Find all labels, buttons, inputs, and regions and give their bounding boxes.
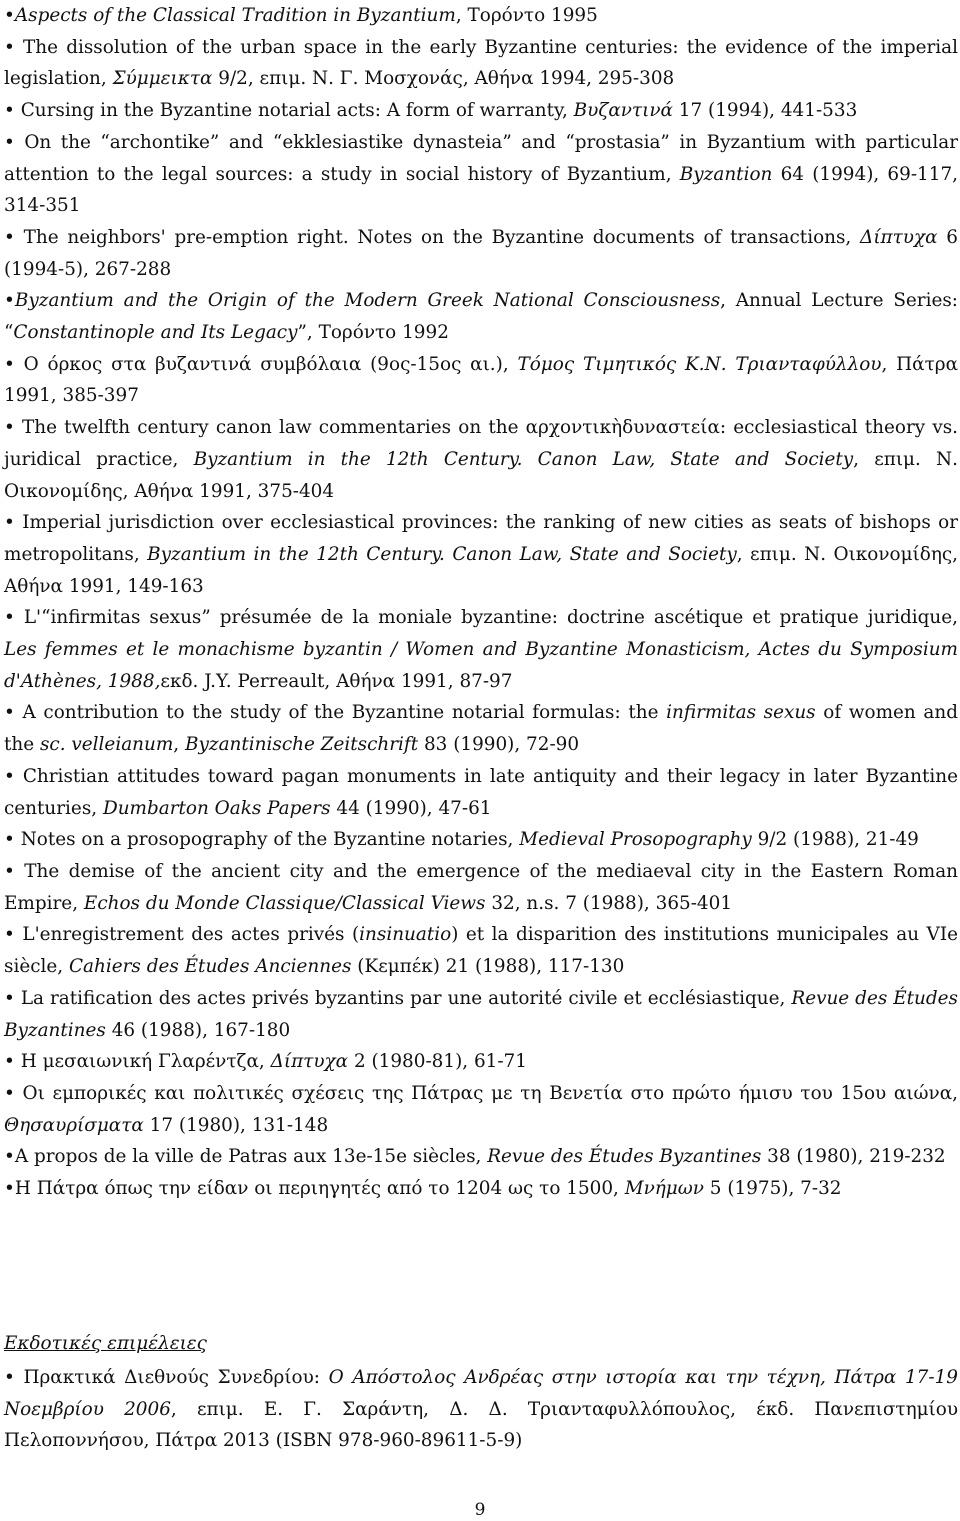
list-item — [4, 1078, 958, 1141]
entry-text: , Τορόντο 1995 — [455, 5, 598, 26]
entry-text: • Οι εμπορικές και πολιτικές σχέσεις της Πάτρας με τη Βενετία στο πρώτο ήμισυ του 15ου αιώνα, — [4, 1082, 958, 1104]
italic-title: insinuatio — [359, 924, 452, 946]
list-item — [4, 602, 958, 697]
entry-text: 2 (1980-81), 61-71 — [348, 1051, 527, 1073]
list-item — [4, 824, 958, 856]
entry-text: 5 (1975), 7-32 — [703, 1178, 842, 1200]
entry-text: • L'enregistrement des actes privés ( — [4, 924, 360, 946]
entry-text: 32, n.s. 7 (1988), 365-401 — [485, 892, 733, 914]
entry-text: 64 (1994), 69-117, 314-351 — [4, 163, 958, 217]
italic-title: Medieval Prosopography — [519, 829, 752, 851]
entry-text: • — [4, 5, 15, 26]
italic-title: Μνήμων — [624, 1178, 704, 1200]
entry-text: • Πρακτικά Διεθνούς Συνεδρίου: — [4, 1367, 329, 1388]
entry-text: , επιμ. Ε. Γ. Σαράντη, Δ. Δ. Τριανταφυλλόπουλος, έκδ. Πανεπιστημίου Πελοποννήσου, Πάτρα 2013 (ISBN 978-960-89611-5-9) — [4, 1398, 959, 1452]
italic-title: Θησαυρίσματα — [4, 1114, 144, 1136]
italic-title: Σύμμεικτα — [112, 68, 213, 90]
entry-text: 38 (1980), 219-232 — [761, 1146, 946, 1168]
italic-title: Byzantium in the 12th Century. Canon Law, State and Society — [193, 448, 854, 470]
italic-title: Δίπτυχα — [860, 226, 938, 248]
italic-title: Revue des Études Byzantines — [487, 1146, 762, 1168]
entry-text: • The demise of the ancient city and the emergence of the mediaeval city in the Eastern Roman Empire, — [4, 860, 958, 914]
entry-text: • — [4, 290, 15, 312]
italic-title: Ο Απόστολος Ανδρέας στην ιστορία και την τέχνη, Πάτρα 17-19 Νοεμβρίου 2006 — [4, 1367, 958, 1420]
italic-title: Byzantinische Zeitschrift — [185, 734, 419, 756]
list-item — [4, 919, 958, 982]
entry-text: 17 (1980), 131-148 — [143, 1114, 329, 1136]
italic-title: Aspects of the Classical Tradition in Byzantium — [14, 5, 456, 26]
page-number: 9 — [474, 1500, 486, 1520]
italic-title: Constantinople and Its Legacy — [13, 322, 298, 344]
entry-text: 17 (1994), 441-533 — [672, 100, 858, 122]
entry-text: of women and the — [4, 702, 958, 756]
entry-text: • Imperial jurisdiction over ecclesiastical provinces: the ranking of new cities as seats of bishops or metropolitans, — [4, 512, 958, 565]
publication-list — [4, 0, 958, 1205]
italic-title: sc. velleianum — [39, 734, 174, 756]
list-item — [4, 697, 958, 760]
entry-text: • Η μεσαιωνική Γλαρέντζα, — [4, 1051, 271, 1073]
italic-title: Τόμος Τιμητικός Κ.Ν. Τριανταφύλλου — [517, 353, 882, 375]
editorial-list — [4, 1362, 958, 1457]
list-item — [4, 32, 958, 95]
list-item — [4, 1046, 958, 1078]
entry-text: • The neighbors' pre-emption right. Notes on the Byzantine documents of transactions, — [4, 226, 861, 248]
entry-text: •Η Πάτρα όπως την είδαν οι περιηγητές από το 1204 ως το 1500, — [4, 1178, 625, 1200]
list-item — [4, 1141, 958, 1173]
entry-text: • Notes on a prosopography of the Byzantine notaries, — [4, 829, 520, 851]
entry-text: • Ο όρκος στα βυζαντινά συμβόλαια (9ος-15ος αι.), — [4, 353, 518, 375]
list-item — [4, 95, 958, 127]
italic-title: Byzantium in the 12th Century. Canon Law, State and Society — [147, 543, 737, 565]
italic-title: Byzantion — [679, 163, 773, 185]
entry-text: • The twelfth century canon law commentaries on the αρχοντικὴδυναστεία: ecclesiastical theory vs. juridical practice, — [4, 417, 958, 470]
entry-text: • La ratification des actes privés byzantins par une autorité civile et ecclésiastique, — [4, 987, 792, 1009]
entry-text: 83 (1990), 72-90 — [418, 734, 580, 756]
entry-text: , Annual Lecture Series: “ — [4, 290, 958, 344]
list-item — [4, 761, 958, 824]
entry-text: , επιμ. Ν. Οικονομίδης, Αθήνα 1991, 375-404 — [4, 448, 958, 502]
entry-text: • L'“infirmitas sexus” présumée de la moniale byzantine: doctrine ascétique et pratique juridique, — [4, 607, 958, 629]
italic-title: Cahiers des Études Anciennes — [68, 956, 352, 978]
italic-title: Echos du Monde Classique/Classical Views — [83, 892, 486, 914]
italic-title: Les femmes et le monachisme byzantin / Women and Byzantine Monasticism, Actes du Symposium d'Athènes, 1988, — [4, 639, 958, 692]
list-item — [4, 222, 958, 285]
italic-title: Byzantium and the Origin of the Modern Greek National Consciousness — [14, 290, 721, 312]
entry-text: 44 (1990), 47-61 — [330, 797, 492, 819]
entry-text: • A contribution to the study of the Byzantine notarial formulas: the — [4, 702, 667, 724]
italic-title: Βυζαντινά — [573, 100, 673, 122]
entry-text: • Christian attitudes toward pagan monuments in late antiquity and their legacy in later Byzantine centuries, — [4, 765, 958, 819]
entry-text: εκδ. J.Y. Perreault, Αθήνα 1991, 87-97 — [160, 670, 513, 692]
entry-text: 9/2 (1988), 21-49 — [751, 829, 919, 851]
entry-text: ”, Τορόντο 1992 — [297, 322, 449, 344]
entry-text: 46 (1988), 167-180 — [105, 1019, 291, 1041]
list-item — [4, 983, 958, 1046]
list-item — [4, 1362, 958, 1457]
entry-text: 9/2, επιμ. Ν. Γ. Μοσχονάς, Αθήνα 1994, 295-308 — [212, 68, 675, 90]
entry-text: , Πάτρα 1991, 385-397 — [4, 353, 959, 407]
list-item — [4, 349, 958, 412]
entry-text: (Κεμπέκ) 21 (1988), 117-130 — [351, 956, 625, 978]
document-page — [4, 0, 959, 1452]
italic-title: Δίπτυχα — [270, 1051, 349, 1073]
list-item — [4, 412, 958, 507]
list-item — [4, 856, 958, 919]
entry-text: , επιμ. Ν. Οικονομίδης, Αθήνα 1991, 149-163 — [4, 543, 958, 597]
entry-text: • Cursing in the Byzantine notarial acts: A form of warranty, — [4, 100, 574, 122]
entry-text: •A propos de la ville de Patras aux 13e-15e siècles, — [4, 1146, 488, 1168]
section-heading: Εκδοτικές επιμέλειες — [4, 1333, 207, 1354]
entry-text: • The dissolution of the urban space in the early Byzantine centuries: the evidence of the imperial legislation, — [4, 36, 958, 90]
list-item — [4, 0, 958, 32]
entry-text: ) et la disparition des institutions municipales au VIe siècle, — [4, 924, 958, 978]
list-item — [4, 285, 958, 348]
entry-text: • On the “archontike” and “ekklesiastike dynasteia” and “prostasia” in Byzantium with particular attention to the legal sources: a study in social history of Byzantium, — [4, 131, 958, 185]
list-item — [4, 127, 958, 222]
list-item — [4, 507, 958, 602]
italic-title: Revue des Études Byzantines — [4, 987, 958, 1041]
entry-text: 6 (1994-5), 267-288 — [4, 226, 958, 280]
italic-title: Dumbarton Oaks Papers — [102, 797, 331, 819]
italic-title: infirmitas sexus — [666, 702, 816, 724]
entry-text: , — [173, 734, 185, 756]
list-item — [4, 1173, 958, 1205]
